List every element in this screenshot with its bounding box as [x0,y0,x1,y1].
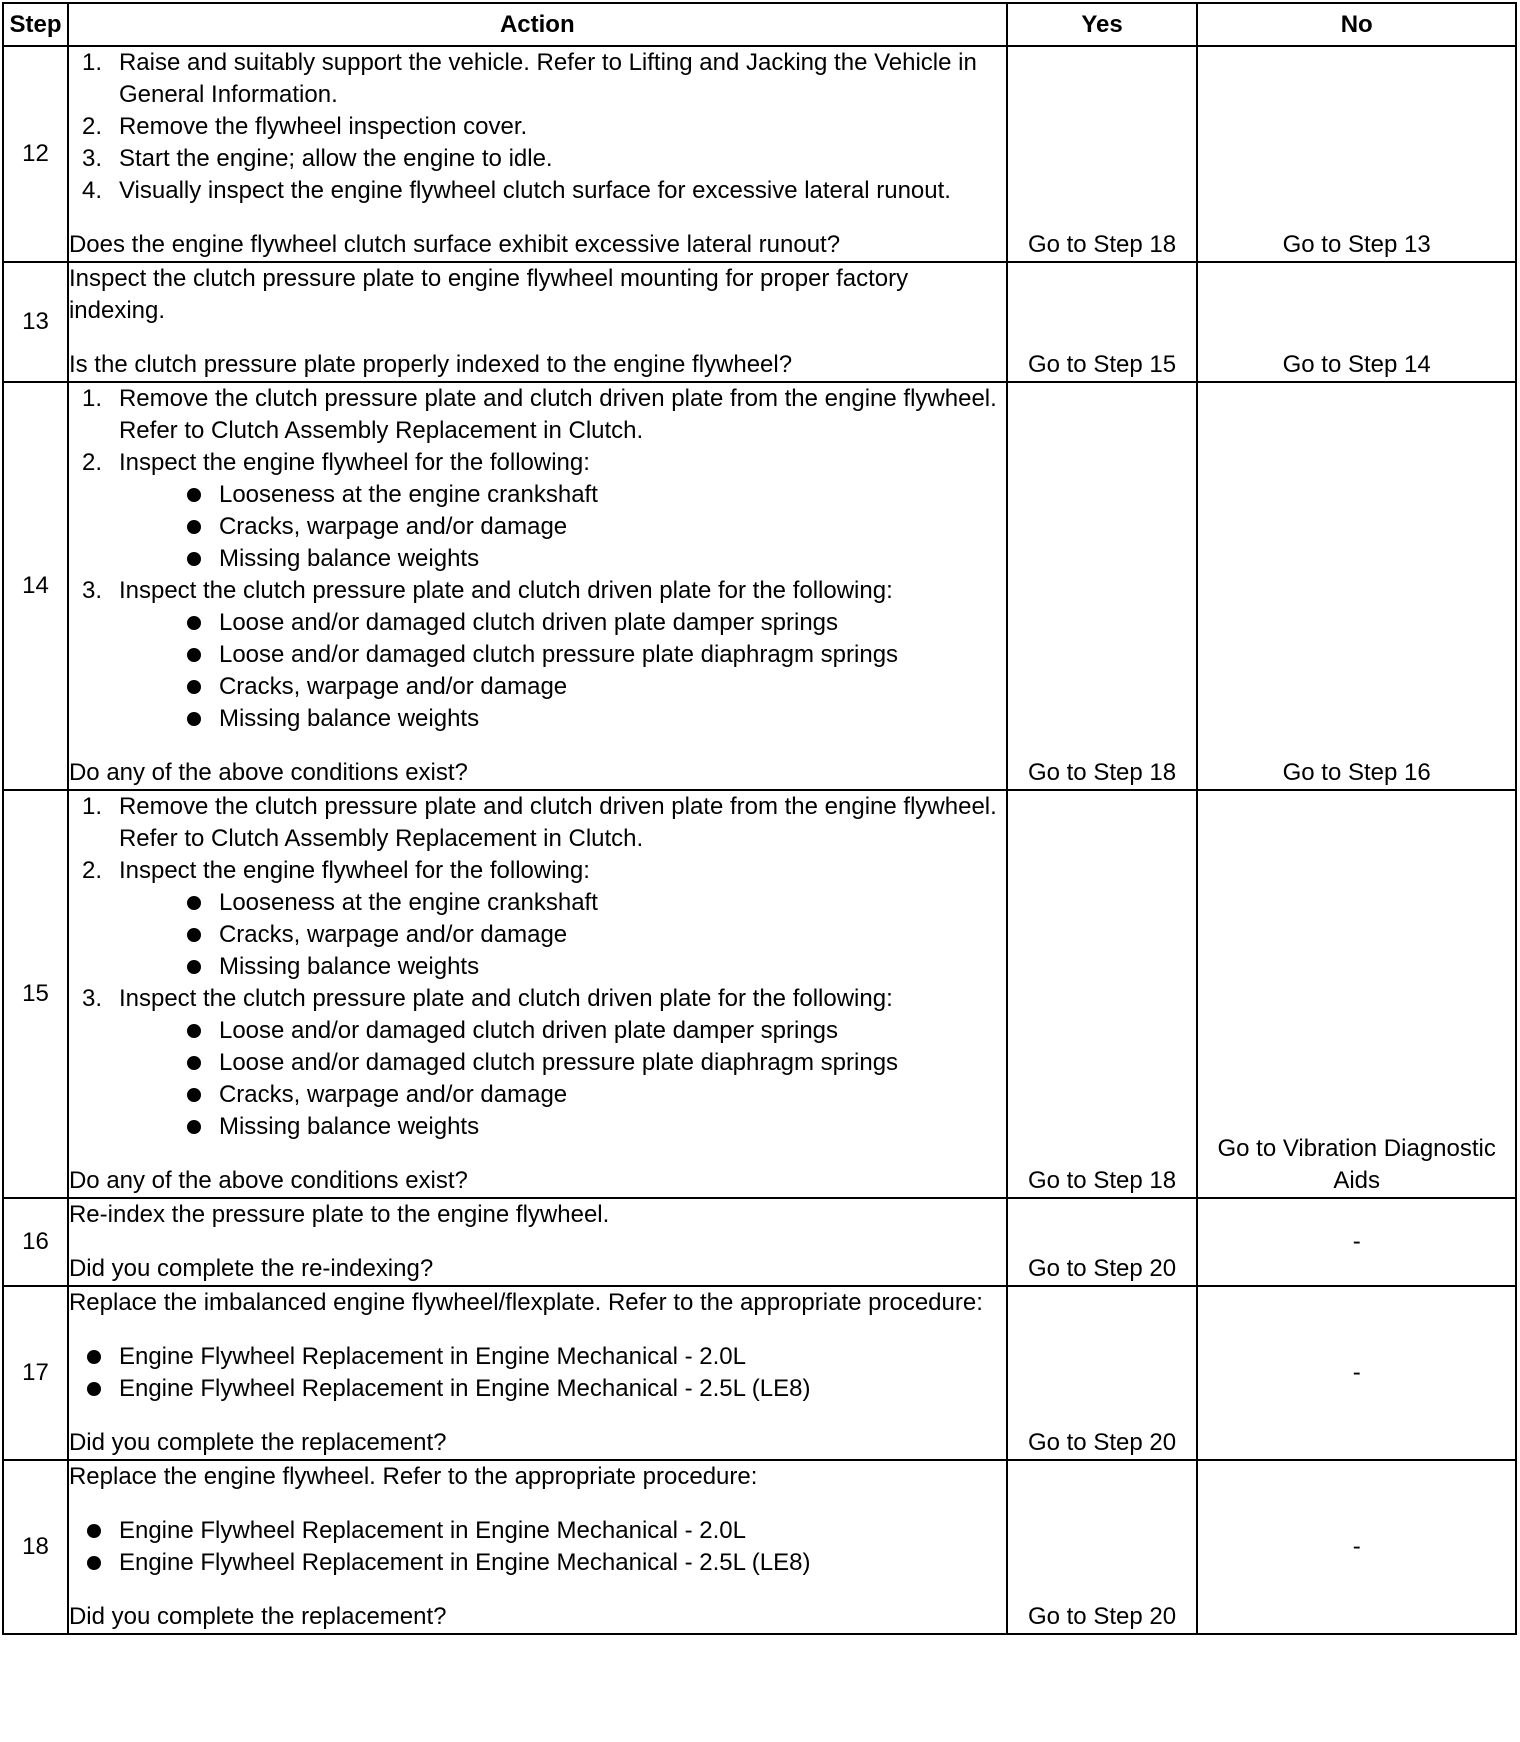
step-number: 18 [3,1460,68,1634]
item-text: Inspect the clutch pressure plate and clutch driven plate for the following: [118,985,893,1012]
yes-result: Go to Step 20 [1007,1286,1198,1460]
table-row [3,790,1516,1198]
item-number: 4. [81,177,102,204]
table-row [3,1198,1516,1286]
list-item [69,111,1006,143]
list-item [69,575,1006,735]
bullet-item: Engine Flywheel Replacement in Engine Mechanical - 2.5L (LE8) [69,1373,1006,1405]
numbered-list [69,383,1006,735]
spacer [69,1319,1006,1341]
no-result: Go to Step 14 [1197,262,1516,382]
header-step: Step [3,3,68,46]
action-text: Re-index the pressure plate to the engine flywheel. [68,1201,610,1228]
bullet-item: Engine Flywheel Replacement in Engine Mechanical - 2.5L (LE8) [69,1547,1006,1579]
step-number: 12 [3,46,68,262]
bullet-item: Loose and/or damaged clutch driven plate damper springs [169,607,1006,639]
bullet-list [119,887,1006,983]
item-text: Remove the flywheel inspection cover. [118,113,528,140]
list-item [69,855,1006,983]
action-text: Inspect the clutch pressure plate to engine flywheel mounting for proper factory indexing. [68,265,909,324]
bullet-list [119,1015,1006,1143]
action-text: Replace the imbalanced engine flywheel/flexplate. Refer to the appropriate procedure: [68,1289,983,1316]
table-row [3,262,1516,382]
item-text: Remove the clutch pressure plate and clutch driven plate from the engine flywheel. Refer to Clutch Assembly Replacement in Clutch. [118,385,997,444]
yes-result: Go to Step 15 [1007,262,1198,382]
list-item [69,143,1006,175]
item-text: Remove the clutch pressure plate and clutch driven plate from the engine flywheel. Refer to Clutch Assembly Replacement in Clutch. [118,793,997,852]
action-text: Replace the engine flywheel. Refer to the appropriate procedure: [68,1463,758,1490]
bullet-item: Loose and/or damaged clutch driven plate damper springs [169,1015,1006,1047]
item-number: 2. [81,113,102,140]
table-row [3,382,1516,790]
bullet-item: Engine Flywheel Replacement in Engine Mechanical - 2.0L [69,1515,1006,1547]
bullet-item: Cracks, warpage and/or damage [169,511,1006,543]
bullet-item: Missing balance weights [169,951,1006,983]
header-action: Action [68,3,1007,46]
no-result: Go to Vibration Diagnostic Aids [1197,790,1516,1198]
item-text: Inspect the clutch pressure plate and clutch driven plate for the following: [118,577,893,604]
yes-result: Go to Step 18 [1007,46,1198,262]
no-result: Go to Step 16 [1197,382,1516,790]
spacer [69,1493,1006,1515]
header-yes: Yes [1007,3,1198,46]
list-item [69,791,1006,855]
yes-result: Go to Step 20 [1007,1198,1198,1286]
item-text: Inspect the engine flywheel for the following: [118,449,590,476]
item-text: Start the engine; allow the engine to idle. [118,145,553,172]
list-item [69,983,1006,1143]
list-item [69,383,1006,447]
bullet-item: Engine Flywheel Replacement in Engine Mechanical - 2.0L [69,1341,1006,1373]
question-text: Do any of the above conditions exist? [68,1167,468,1194]
question-text: Did you complete the replacement? [68,1603,447,1630]
question-text: Is the clutch pressure plate properly indexed to the engine flywheel? [68,351,793,378]
action-cell [68,1286,1007,1460]
step-number: 16 [3,1198,68,1286]
list-item [69,175,1006,207]
header-row [3,3,1516,46]
no-result: Go to Step 13 [1197,46,1516,262]
bullet-item: Cracks, warpage and/or damage [169,671,1006,703]
numbered-list [69,791,1006,1143]
table-body [3,46,1516,1634]
bullet-item: Missing balance weights [169,1111,1006,1143]
question-text: Does the engine flywheel clutch surface exhibit excessive lateral runout? [68,231,841,258]
header-no: No [1197,3,1516,46]
item-number: 1. [81,385,102,412]
item-number: 2. [81,449,102,476]
no-result: - [1197,1286,1516,1460]
numbered-list [69,47,1006,207]
no-result: - [1197,1460,1516,1634]
bullet-item: Missing balance weights [169,543,1006,575]
bullet-list [119,479,1006,575]
action-cell [68,262,1007,382]
step-number: 15 [3,790,68,1198]
table-row [3,1286,1516,1460]
step-number: 13 [3,262,68,382]
action-cell [68,382,1007,790]
yes-result: Go to Step 18 [1007,790,1198,1198]
question-text: Do any of the above conditions exist? [68,759,468,786]
bullet-item: Loose and/or damaged clutch pressure plate diaphragm springs [169,639,1006,671]
no-result: - [1197,1198,1516,1286]
item-number: 1. [81,793,102,820]
bullet-item: Cracks, warpage and/or damage [169,1079,1006,1111]
bullet-item: Looseness at the engine crankshaft [169,887,1006,919]
question-text: Did you complete the re-indexing? [68,1255,434,1282]
bullet-item: Looseness at the engine crankshaft [169,479,1006,511]
item-text: Raise and suitably support the vehicle. Refer to Lifting and Jacking the Vehicle in General Information. [118,49,977,108]
yes-result: Go to Step 20 [1007,1460,1198,1634]
bullet-item: Missing balance weights [169,703,1006,735]
bullet-list [119,607,1006,735]
action-cell [68,46,1007,262]
list-item [69,447,1006,575]
bullet-item: Cracks, warpage and/or damage [169,919,1006,951]
item-number: 3. [81,985,102,1012]
item-text: Visually inspect the engine flywheel clutch surface for excessive lateral runout. [118,177,951,204]
item-number: 3. [81,145,102,172]
action-cell [68,1198,1007,1286]
action-cell [68,790,1007,1198]
item-number: 1. [81,49,102,76]
item-text: Inspect the engine flywheel for the following: [118,857,590,884]
table-row [3,46,1516,262]
step-number: 14 [3,382,68,790]
bullet-item: Loose and/or damaged clutch pressure plate diaphragm springs [169,1047,1006,1079]
table-row [3,1460,1516,1634]
item-number: 3. [81,577,102,604]
diagnostic-table [2,2,1517,1635]
bullet-list [69,1341,1006,1405]
action-cell [68,1460,1007,1634]
item-number: 2. [81,857,102,884]
question-text: Did you complete the replacement? [68,1429,447,1456]
step-number: 17 [3,1286,68,1460]
yes-result: Go to Step 18 [1007,382,1198,790]
bullet-list [69,1515,1006,1579]
list-item [69,47,1006,111]
